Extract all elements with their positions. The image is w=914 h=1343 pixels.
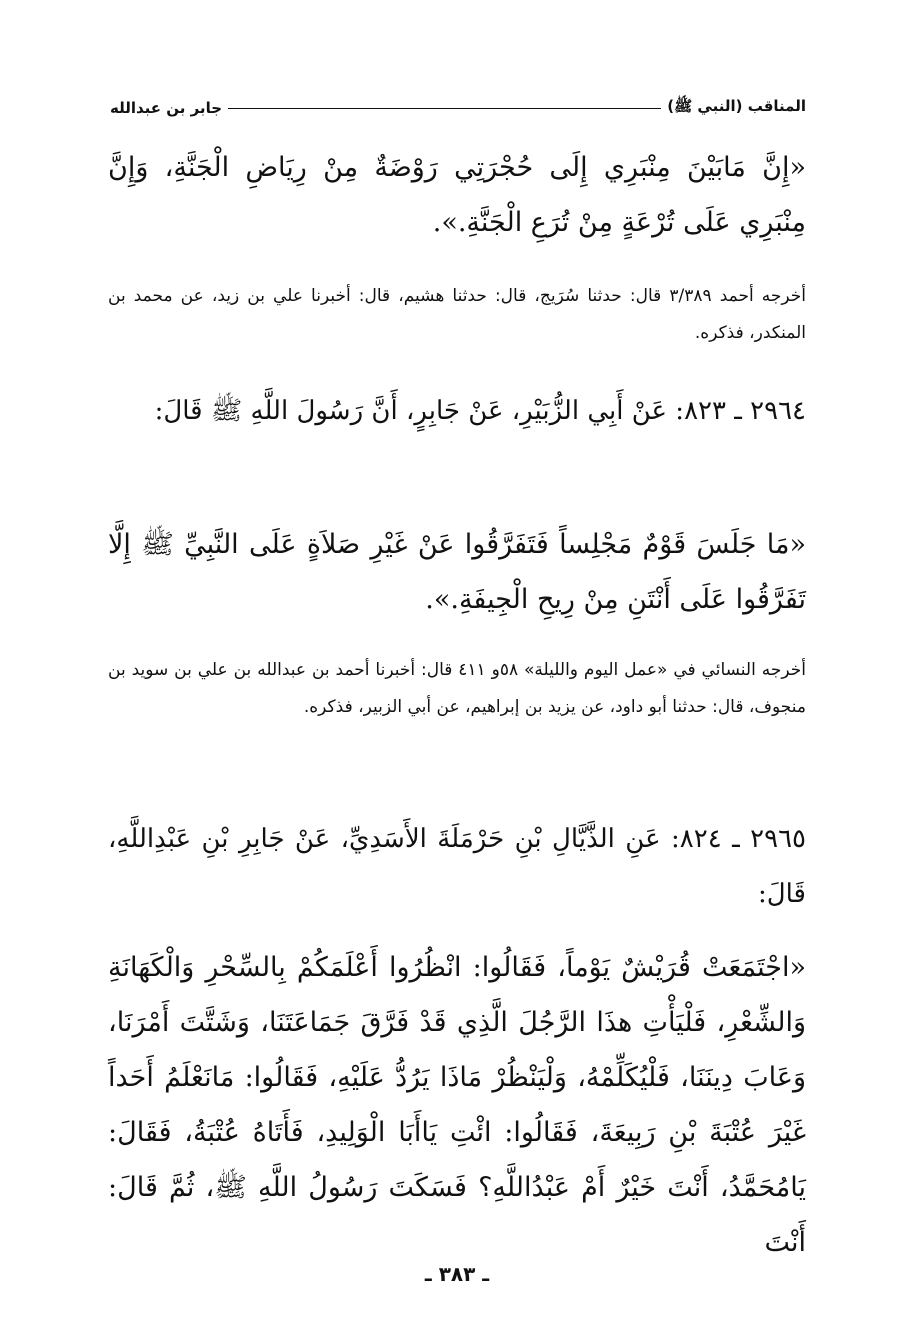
header-rule: [228, 108, 661, 109]
takhrij-note: أخرجه النسائي في «عمل اليوم والليلة» ٥٨و ٤١١ قال: أخبرنا أحمد بن عبدالله بن علي بن سويد بن منجوف، قال: حدثنا أبو داود، عن يزيد بن إبراهيم، عن أبي الزبير، فذكره.: [108, 660, 806, 717]
hadith-heading: ٢٩٦٥ ـ ٨٢٤: عَنِ الذَّيَّالِ بْنِ حَرْمَلَةَ الأَسَدِيِّ، عَنْ جَابِرِ بْنِ عَبْدِاللَّهِ، قَالَ:: [108, 824, 806, 909]
page-number: ـ ٣٨٣ ـ: [424, 1262, 490, 1286]
hadith-text: «مَا جَلَسَ قَوْمٌ مَجْلِساً فَتَفَرَّقُوا عَنْ غَيْرِ صَلاَةٍ عَلَى النَّبِيِّ ﷺ إِلَّا تَفَرَّقُوا عَلَى أَنْتَنِ مِنْ رِيحِ الْجِيفَةِ.».: [108, 529, 806, 615]
hadith-heading: ٢٩٦٤ ـ ٨٢٣: عَنْ أَبِي الزُّبَيْرِ، عَنْ جَابِرٍ، أَنَّ رَسُولَ اللَّهِ ﷺ قَالَ:: [154, 396, 806, 426]
hadith-text: «إِنَّ مَابَيْنَ مِنْبَرِي إِلَى حُجْرَتِي رَوْضَةٌ مِنْ رِيَاضِ الْجَنَّةِ، وَإِنَّ مِنْبَرِي عَلَى تُرْعَةٍ مِنْ تُرَعِ الْجَنَّةِ.».: [108, 152, 806, 238]
hadith-text: «اجْتَمَعَتْ قُرَيْشٌ يَوْماً، فَقَالُوا: انْظُرُوا أَعْلَمَكُمْ بِالسِّحْرِ وَالْكَهَانَةِ وَالشِّعْرِ، فَلْيَأْتِ هذَا الرَّجُلَ الَّذِي قَدْ فَرَّقَ جَمَاعَتَنَا، وَشَتَّتَ أَمْرَنَا، وَعَابَ دِينَنَا، فَلْيُكَلِّمْهُ، وَلْيَنْظُرْ مَاذَا يَرُدُّ عَلَيْهِ، فَقَالُوا: مَانَعْلَمُ أَحَداً غَيْرَ عُتْبَةَ بْنِ رَبِيعَةَ، فَقَالُوا: ائْتِ يَاأَبَا الْوَلِيدِ، فَأَتَاهُ عُتْبَةُ، فَقَالَ: يَامُحَمَّدُ، أَنْتَ خَيْرٌ أَمْ عَبْدُاللَّهِ؟ فَسَكَتَ رَسُولُ اللَّهِ ﷺ، ثُمَّ قَالَ: أَنْتَ: [108, 952, 806, 1258]
takhrij-note: أخرجه أحمد ٣/٣٨٩ قال: حدثنا سُرَيج، قال: حدثنا هشيم، قال: أخبرنا علي بن زيد، عن محمد بن المنكدر، فذكره.: [108, 286, 806, 343]
header-section-title: جابر بن عبدالله: [110, 99, 223, 117]
header-chapter-title: المناقب (النبي ﷺ): [667, 97, 806, 115]
running-header: [110, 96, 806, 120]
